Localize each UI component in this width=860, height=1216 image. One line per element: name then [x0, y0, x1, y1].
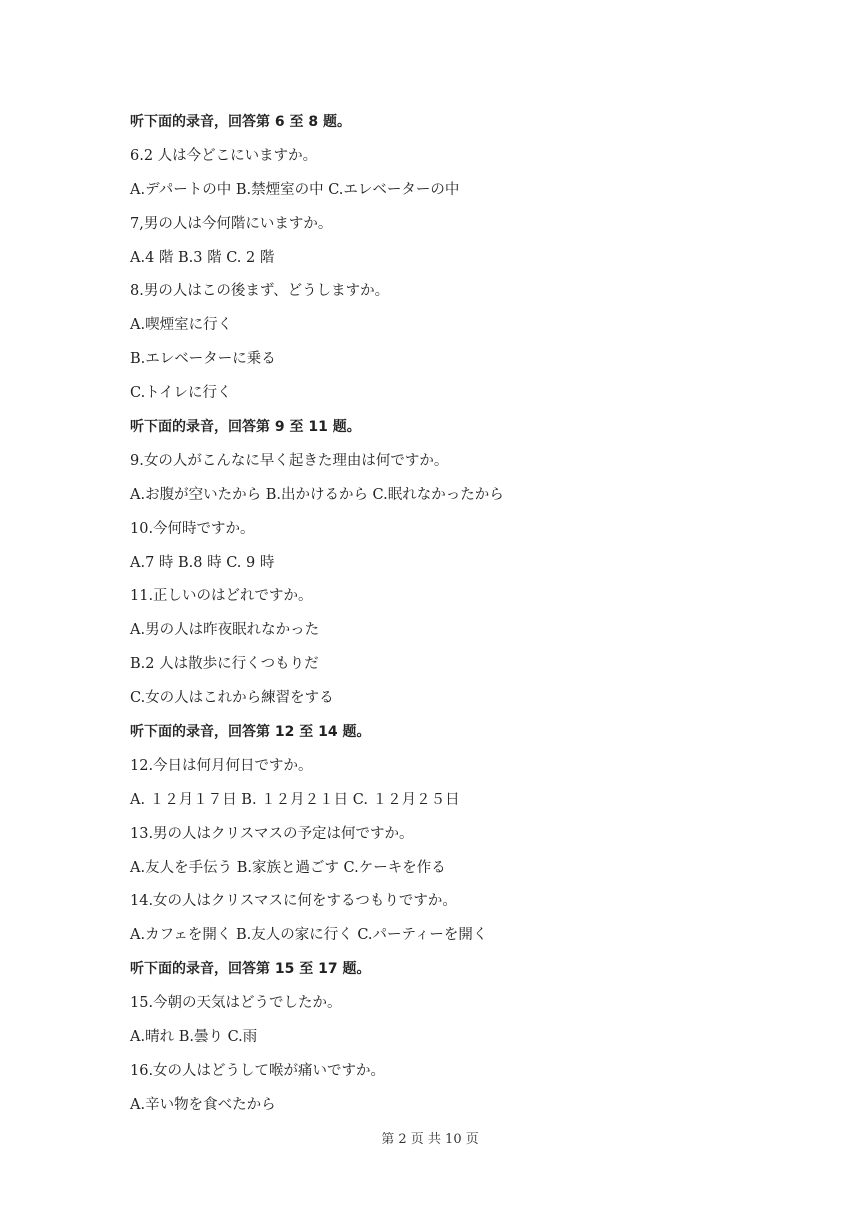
question-text: 8.男の人はこの後まず、どうしますか。 — [130, 283, 390, 300]
answer-option: A.喫煙室に行く — [130, 317, 233, 334]
answer-option: B.2 人は散歩に行くつもりだ — [130, 656, 319, 673]
answer-options: A. １２月１７日 B. １２月２１日 C. １２月２５日 — [130, 791, 460, 808]
section-heading: 听下面的录音，回答第 15 至 17 题。 — [130, 961, 371, 978]
answer-option: C.女の人はこれから練習をする — [130, 690, 334, 707]
section-heading: 听下面的录音，回答第 9 至 11 题。 — [130, 419, 361, 436]
question-text: 16.女の人はどうして喉が痛いですか。 — [130, 1062, 386, 1079]
question-text: 14.女の人はクリスマスに何をするつもりですか。 — [130, 893, 457, 910]
document-body — [130, 110, 810, 1127]
section-heading: 听下面的录音，回答第 6 至 8 题。 — [130, 114, 351, 130]
answer-option: A.辛い物を食べたから — [130, 1096, 276, 1113]
question-text: 11.正しいのはどれですか。 — [130, 588, 313, 605]
answer-options: A.4 階 B.3 階 C. 2 階 — [130, 249, 275, 266]
answer-options: A.友人を手伝う B.家族と過ごす C.ケーキを作る — [130, 859, 446, 876]
question-text: 9.女の人がこんなに早く起きた理由は何ですか。 — [130, 452, 449, 469]
answer-option: A.男の人は昨夜眠れなかった — [130, 622, 320, 639]
answer-option: B.エレベーターに乗る — [130, 351, 276, 368]
answer-option: C.トイレに行く — [130, 385, 232, 402]
answer-options: A.カフェを開く B.友人の家に行く C.パーティーを開く — [130, 927, 488, 944]
question-text: 12.今日は何月何日ですか。 — [130, 757, 313, 774]
page-footer: 第 2 页 共 10 页 — [381, 1132, 479, 1147]
question-text: 15.今朝の天気はどうでしたか。 — [130, 995, 342, 1012]
section-heading: 听下面的录音，回答第 12 至 14 题。 — [130, 724, 371, 741]
question-text: 13.男の人はクリスマスの予定は何ですか。 — [130, 825, 414, 842]
answer-options: A.晴れ B.曇り C.雨 — [130, 1029, 258, 1046]
question-text: 7,男の人は今何階にいますか。 — [130, 215, 333, 232]
question-text: 10.今何時ですか。 — [130, 520, 255, 537]
answer-options: A.お腹が空いたから B.出かけるから C.眠れなかったから — [130, 486, 504, 503]
question-text: 6.2 人は今どこにいますか。 — [130, 147, 318, 164]
answer-options: A.デパートの中 B.禁煙室の中 C.エレベーターの中 — [130, 181, 460, 198]
answer-options: A.7 時 B.8 時 C. 9 時 — [130, 554, 275, 571]
